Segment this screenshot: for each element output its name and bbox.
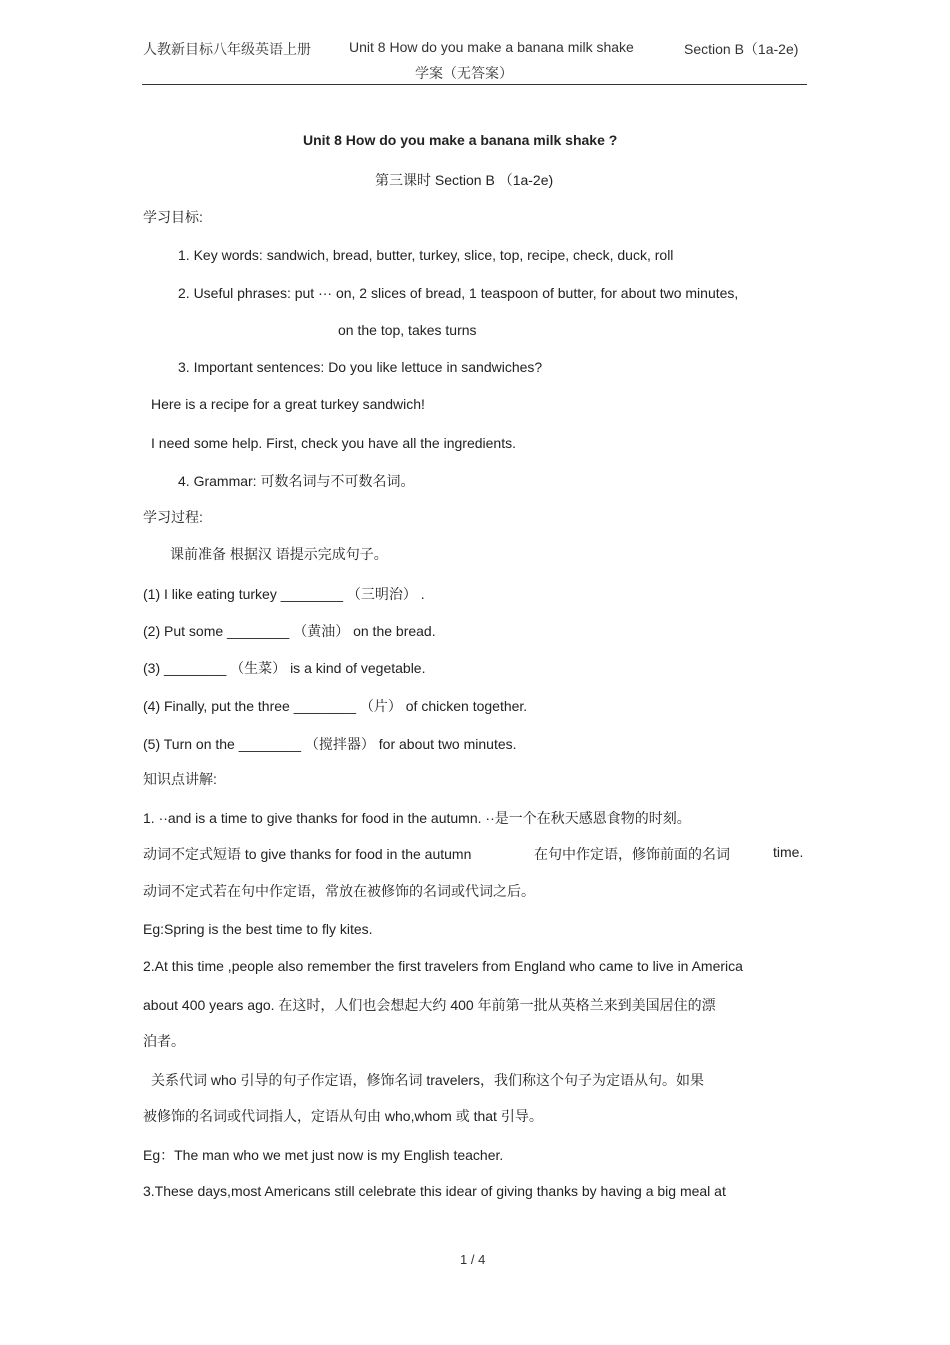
page-title: Unit 8 How do you make a banana milk shake ? <box>303 132 618 148</box>
header-subject: 人教新目标八年级英语上册 <box>143 41 311 57</box>
header-section: Section B（1a-2e) <box>684 41 799 57</box>
knowledge-point-1: 1. ··and is a time to give thanks for food in the autumn. ··是一个在秋天感恩食物的时刻。 <box>143 810 691 826</box>
header-unit: Unit 8 How do you make a banana milk shake <box>349 39 634 55</box>
knowledge-point-1-example: Eg:Spring is the best time to fly kites. <box>143 921 373 937</box>
knowledge-point-2-cont: about 400 years ago. 在这时，人们也会想起大约 400 年前第一批从英格兰来到美国居住的漂 <box>143 997 716 1013</box>
process-heading: 学习过程: <box>143 509 203 525</box>
knowledge-point-2-explain: 关系代词 who 引导的句子作定语，修饰名词 travelers，我们称这个句子为定语从句。如果 <box>151 1072 705 1088</box>
objective-key-words: 1. Key words: sandwich, bread, butter, turkey, slice, top, recipe, check, duck, roll <box>178 247 674 263</box>
exercise-1: (1) I like eating turkey ________ （三明治） . <box>143 586 425 602</box>
objective-grammar: 4. Grammar: 可数名词与不可数名词。 <box>178 473 415 489</box>
objective-phrases-cont: on the top, takes turns <box>338 322 477 338</box>
objective-phrases: 2. Useful phrases: put ··· on, 2 slices of bread, 1 teaspoon of butter, for about two minutes, <box>178 285 739 301</box>
exercise-2: (2) Put some ________ （黄油） on the bread. <box>143 623 436 639</box>
knowledge-point-2: 2.At this time ,people also remember the first travelers from England who came to live in America <box>143 958 743 974</box>
exercise-5: (5) Turn on the ________ （搅拌器） for about two minutes. <box>143 736 517 752</box>
knowledge-point-2-example: Eg：The man who we met just now is my English teacher. <box>143 1147 504 1163</box>
knowledge-point-2-cont2: 泊者。 <box>143 1033 185 1049</box>
exercise-3: (3) ________ （生菜） is a kind of vegetable. <box>143 660 426 676</box>
objective-sentences: 3. Important sentences: Do you like lettuce in sandwiches? <box>178 359 543 375</box>
process-prep: 课前准备 根据汉 语提示完成句子。 <box>170 546 388 562</box>
page-subtitle: 第三课时 Section B （1a-2e) <box>375 172 554 188</box>
knowledge-point-1-rule: 动词不定式若在句中作定语，常放在被修饰的名词或代词之后。 <box>143 883 535 899</box>
knowledge-point-2-explain-cont: 被修饰的名词或代词指人，定语从句由 who,whom 或 that 引导。 <box>143 1108 543 1124</box>
knowledge-heading: 知识点讲解: <box>143 771 217 787</box>
objectives-heading: 学习目标: <box>143 209 203 225</box>
knowledge-point-1-explain-left: 动词不定式短语 to give thanks for food in the autumn <box>143 846 472 862</box>
knowledge-point-1-explain-mid: 在句中作定语，修饰前面的名词 <box>534 846 730 862</box>
exercise-4: (4) Finally, put the three ________ （片） of chicken together. <box>143 698 528 714</box>
objective-sentence-3: I need some help. First, check you have all the ingredients. <box>151 435 516 451</box>
knowledge-point-3: 3.These days,most Americans still celebrate this idear of giving thanks by having a big meal at <box>143 1183 726 1199</box>
knowledge-point-1-explain-right: time. <box>773 844 804 860</box>
header-rule <box>142 84 807 85</box>
header-doc-type: 学案（无答案） <box>415 65 513 81</box>
page-number: 1 / 4 <box>460 1252 486 1267</box>
objective-sentence-2: Here is a recipe for a great turkey sandwich! <box>151 396 425 412</box>
